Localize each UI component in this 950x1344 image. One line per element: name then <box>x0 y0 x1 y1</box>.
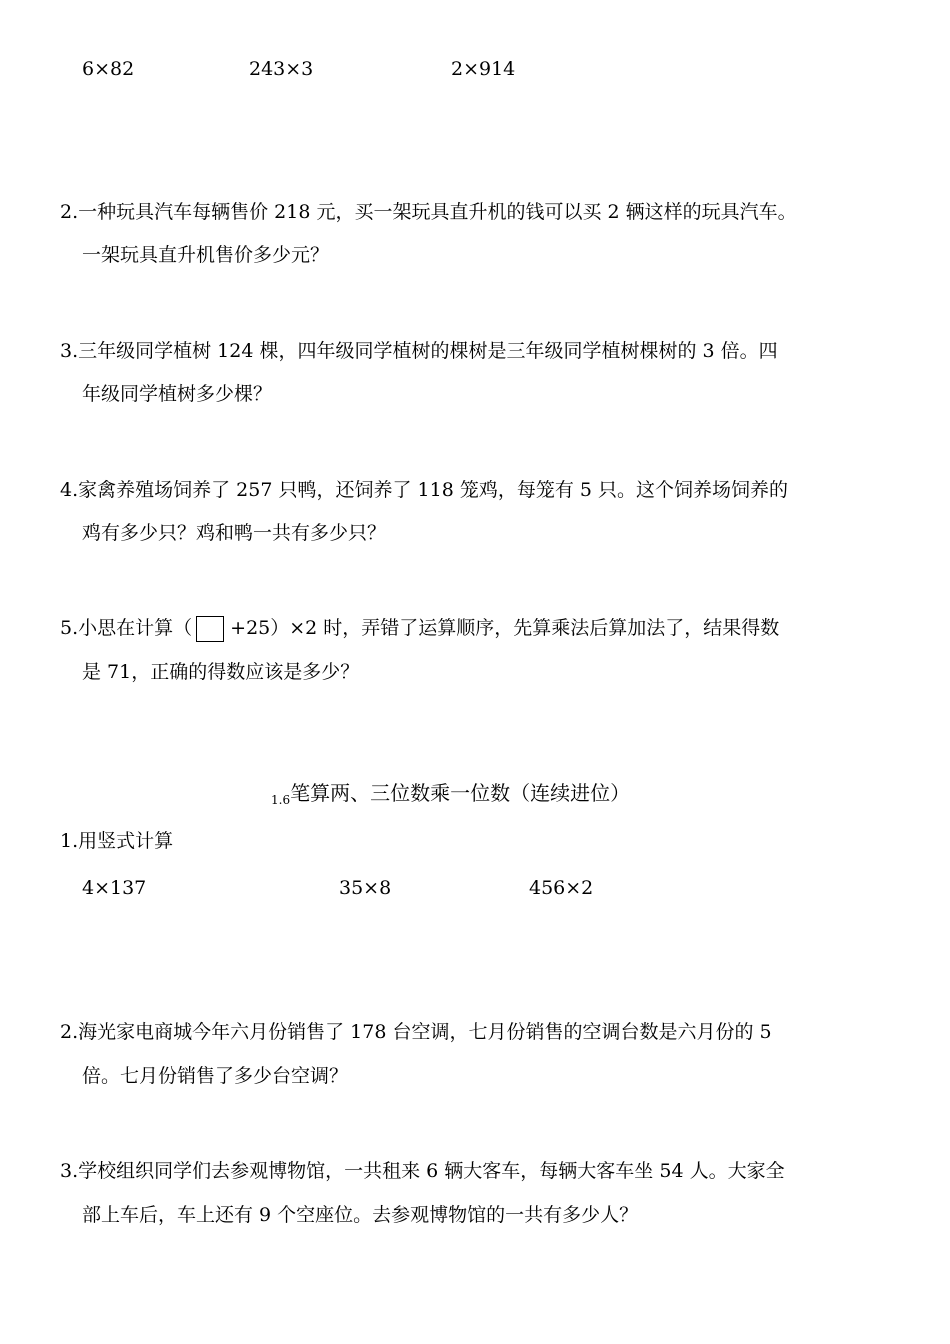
blank-box[interactable] <box>196 616 224 642</box>
section-title <box>271 780 630 813</box>
question-1-label: 1.用竖式计算 <box>60 830 174 852</box>
expression-5: 35×8 <box>339 877 392 899</box>
s16-problem-3-line-2: 部上车后，车上还有 9 个空座位。去参观博物馆的一共有多少人？ <box>82 1204 639 1226</box>
problem-4-line-1 <box>60 478 788 502</box>
problem-number: 4. <box>60 479 79 501</box>
expression-6: 456×2 <box>529 877 594 899</box>
expression-2: 243×3 <box>249 58 314 80</box>
s16-problem-2-line-2: 倍。七月份销售了多少台空调？ <box>82 1065 349 1087</box>
problem-3-line-1 <box>60 339 778 363</box>
problem-text: 学校组织同学们去参观博物馆，一共租来 6 辆大客车，每辆大客车坐 54 人。大家全 <box>78 1160 785 1182</box>
expression-1: 6×82 <box>82 58 135 80</box>
problem-number: 2. <box>60 1021 79 1043</box>
problem-text-end: +25）×2 时，弄错了运算顺序，先算乘法后算加法了，结果得数 <box>230 617 780 639</box>
section-title-text: 笔算两、三位数乘一位数（连续进位） <box>290 781 631 805</box>
problem-number: 3. <box>60 1160 79 1182</box>
problem-2-line-2: 一架玩具直升机售价多少元？ <box>82 244 330 266</box>
problem-number: 5. <box>60 617 79 639</box>
problem-2-line-1 <box>60 200 797 224</box>
problem-text: 家禽养殖场饲养了 257 只鸭，还饲养了 118 笼鸡，每笼有 5 只。这个饲养场饲养的 <box>78 479 788 501</box>
s16-problem-2-line-1 <box>60 1020 772 1044</box>
problem-5-line-1 <box>60 616 779 642</box>
expression-3: 2×914 <box>451 58 516 80</box>
problem-5-line-2: 是 71，正确的得数应该是多少？ <box>82 661 360 683</box>
problem-text: 海光家电商城今年六月份销售了 178 台空调，七月份销售的空调台数是六月份的 5 <box>78 1021 772 1043</box>
problem-number: 2. <box>60 201 79 223</box>
problem-text: 三年级同学植树 124 棵，四年级同学植树的棵树是三年级同学植树棵树的 3 倍。四 <box>78 340 778 362</box>
problem-text: 一种玩具汽车每辆售价 218 元，买一架玩具直升机的钱可以买 2 辆这样的玩具汽车。 <box>78 201 797 223</box>
problem-text-start: 小思在计算（ <box>78 617 193 639</box>
expression-4: 4×137 <box>82 877 147 899</box>
s16-problem-3-line-1 <box>60 1159 785 1183</box>
problem-3-line-2: 年级同学植树多少棵？ <box>82 383 273 405</box>
section-number: 1.6 <box>271 793 291 807</box>
problem-4-line-2: 鸡有多少只？鸡和鸭一共有多少只？ <box>82 522 387 544</box>
problem-number: 3. <box>60 340 79 362</box>
